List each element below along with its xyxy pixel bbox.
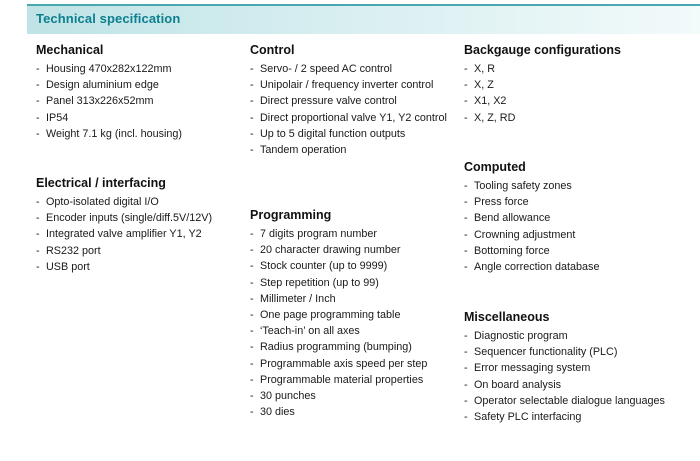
list-item — [250, 356, 455, 372]
bullet-dash: - — [250, 406, 254, 419]
list-item-text: Panel 313x226x52mm — [46, 95, 154, 108]
list-item — [464, 243, 689, 259]
section-programming — [250, 207, 455, 420]
bullet-dash: - — [250, 95, 254, 108]
list-item-text: Radius programming (bumping) — [260, 341, 412, 354]
list-item-text: 20 character drawing number — [260, 244, 401, 257]
list-item-text: Millimeter / Inch — [260, 292, 336, 305]
list-item-text: One page programming table — [260, 309, 401, 322]
section-title: Programming — [250, 208, 332, 222]
list-item-text: Safety PLC interfacing — [474, 411, 582, 424]
list-item-text: Integrated valve amplifier Y1, Y2 — [46, 228, 202, 241]
list-item — [36, 61, 241, 77]
list-item — [464, 393, 689, 409]
bullet-dash: - — [36, 111, 40, 124]
list-item — [36, 259, 241, 275]
list-item-text: Angle correction database — [474, 261, 600, 274]
list-item — [36, 210, 241, 226]
list-item — [250, 126, 455, 142]
list-item — [36, 226, 241, 242]
list-item-text: X, Z, RD — [474, 111, 516, 124]
list-item — [36, 126, 241, 142]
list-item-text: Servo- / 2 speed AC control — [260, 63, 393, 75]
section-mechanical — [36, 42, 241, 142]
list-item-text: Unipolair / frequency inverter control — [260, 79, 434, 92]
list-item — [250, 372, 455, 388]
bullet-dash: - — [250, 341, 254, 354]
bullet-dash: - — [464, 95, 468, 108]
section-title: Computed — [464, 160, 526, 174]
bullet-dash: - — [250, 373, 254, 386]
list-item-text: USB port — [46, 260, 90, 273]
bullet-dash: - — [250, 111, 254, 124]
spec-list — [464, 61, 689, 126]
list-item-text: X1, X2 — [474, 95, 507, 108]
spec-list — [464, 178, 689, 275]
list-item — [464, 210, 689, 226]
bullet-dash: - — [464, 378, 468, 391]
bullet-dash: - — [36, 196, 40, 208]
list-item-text: Direct pressure valve control — [260, 95, 397, 108]
list-item — [464, 227, 689, 243]
list-item — [250, 323, 455, 339]
list-item-text: Sequencer functionality (PLC) — [474, 346, 618, 359]
bullet-dash: - — [36, 244, 40, 257]
bullet-dash: - — [464, 411, 468, 424]
bullet-dash: - — [36, 228, 40, 241]
list-item-text: Crowning adjustment — [474, 228, 576, 241]
list-item — [464, 360, 689, 376]
bullet-dash: - — [250, 228, 254, 240]
list-item — [464, 178, 689, 194]
page-title: Technical specification — [36, 11, 181, 26]
list-item — [464, 93, 689, 109]
spec-list — [250, 226, 455, 420]
bullet-dash: - — [464, 79, 468, 92]
list-item — [250, 404, 455, 420]
list-item — [464, 344, 689, 360]
bullet-dash: - — [464, 362, 468, 375]
list-item — [250, 388, 455, 404]
bullet-dash: - — [464, 180, 468, 192]
bullet-dash: - — [464, 196, 468, 209]
list-item — [250, 142, 455, 158]
bullet-dash: - — [250, 63, 254, 75]
spec-list — [36, 61, 241, 142]
list-item — [250, 291, 455, 307]
bullet-dash: - — [464, 330, 468, 342]
section-computed — [464, 159, 689, 275]
list-item — [464, 377, 689, 393]
list-item-text: Encoder inputs (single/diff.5V/12V) — [46, 212, 213, 225]
list-item-text: Stock counter (up to 9999) — [260, 260, 388, 273]
list-item — [464, 194, 689, 210]
spec-list — [250, 61, 455, 158]
section-backgauge-configurations — [464, 42, 689, 126]
list-item-text: 7 digits program number — [260, 228, 378, 240]
list-item-text: IP54 — [46, 111, 69, 124]
bullet-dash: - — [250, 260, 254, 273]
header-bar — [27, 4, 700, 34]
bullet-dash: - — [36, 95, 40, 108]
list-item-text: X, R — [474, 63, 495, 75]
list-item-text: Operator selectable dialogue languages — [474, 394, 665, 407]
list-item-text: 30 punches — [260, 390, 316, 403]
bullet-dash: - — [250, 390, 254, 403]
bullet-dash: - — [250, 127, 254, 140]
list-item-text: Opto-isolated digital I/O — [46, 196, 159, 208]
list-item-text: Design aluminium edge — [46, 79, 159, 92]
list-item — [36, 194, 241, 210]
list-item — [250, 61, 455, 77]
list-item-text: Diagnostic program — [474, 330, 568, 342]
bullet-dash: - — [464, 261, 468, 274]
section-title: Mechanical — [36, 43, 104, 57]
list-item-text: 30 dies — [260, 406, 295, 419]
list-item — [36, 93, 241, 109]
bullet-dash: - — [250, 276, 254, 289]
list-item — [36, 77, 241, 93]
list-item-text: Bend allowance — [474, 212, 551, 225]
list-item — [250, 77, 455, 93]
bullet-dash: - — [36, 127, 40, 140]
list-item — [250, 307, 455, 323]
spec-list — [464, 328, 689, 425]
list-item — [250, 226, 455, 242]
section-title: Backgauge configurations — [464, 43, 621, 57]
list-item — [250, 258, 455, 274]
list-item-text: On board analysis — [474, 378, 562, 391]
list-item-text: RS232 port — [46, 244, 101, 257]
bullet-dash: - — [36, 212, 40, 225]
list-item — [250, 93, 455, 109]
bullet-dash: - — [464, 63, 468, 75]
bullet-dash: - — [250, 309, 254, 322]
list-item — [464, 61, 689, 77]
bullet-dash: - — [250, 244, 254, 257]
list-item-text: Press force — [474, 196, 529, 209]
bullet-dash: - — [36, 79, 40, 92]
bullet-dash: - — [250, 79, 254, 92]
bullet-dash: - — [464, 244, 468, 257]
list-item — [36, 110, 241, 126]
bullet-dash: - — [464, 212, 468, 225]
list-item-text: Error messaging system — [474, 362, 591, 375]
section-electrical-interfacing — [36, 175, 241, 275]
list-item — [250, 339, 455, 355]
list-item-text: ‘Teach-in’ on all axes — [260, 325, 360, 338]
list-item — [250, 110, 455, 126]
bullet-dash: - — [464, 228, 468, 241]
bullet-dash: - — [250, 357, 254, 370]
bullet-dash: - — [250, 325, 254, 338]
list-item-text: Weight 7.1 kg (incl. housing) — [46, 127, 183, 140]
list-item-text: Step repetition (up to 99) — [260, 276, 379, 289]
list-item — [464, 77, 689, 93]
bullet-dash: - — [36, 260, 40, 273]
list-item-text: Programmable material properties — [260, 373, 424, 386]
section-title: Miscellaneous — [464, 310, 550, 324]
list-item-text: Housing 470x282x122mm — [46, 63, 172, 75]
list-item-text: Programmable axis speed per step — [260, 357, 428, 370]
section-title: Electrical / interfacing — [36, 176, 166, 190]
section-control — [250, 42, 455, 158]
list-item-text: Bottoming force — [474, 244, 550, 257]
bullet-dash: - — [250, 144, 254, 157]
bullet-dash: - — [250, 292, 254, 305]
bullet-dash: - — [464, 394, 468, 407]
section-title: Control — [250, 43, 295, 57]
list-item — [464, 409, 689, 425]
list-item — [464, 259, 689, 275]
list-item — [250, 275, 455, 291]
list-item — [250, 242, 455, 258]
list-item — [464, 328, 689, 344]
spec-list — [36, 194, 241, 275]
section-miscellaneous — [464, 309, 689, 425]
bullet-dash: - — [464, 346, 468, 359]
list-item — [464, 110, 689, 126]
list-item-text: Tooling safety zones — [474, 180, 572, 192]
list-item-text: Up to 5 digital function outputs — [260, 127, 406, 140]
list-item — [36, 243, 241, 259]
bullet-dash: - — [36, 63, 40, 75]
bullet-dash: - — [464, 111, 468, 124]
list-item-text: X, Z — [474, 79, 494, 92]
list-item-text: Tandem operation — [260, 144, 347, 157]
list-item-text: Direct proportional valve Y1, Y2 control — [260, 111, 447, 124]
